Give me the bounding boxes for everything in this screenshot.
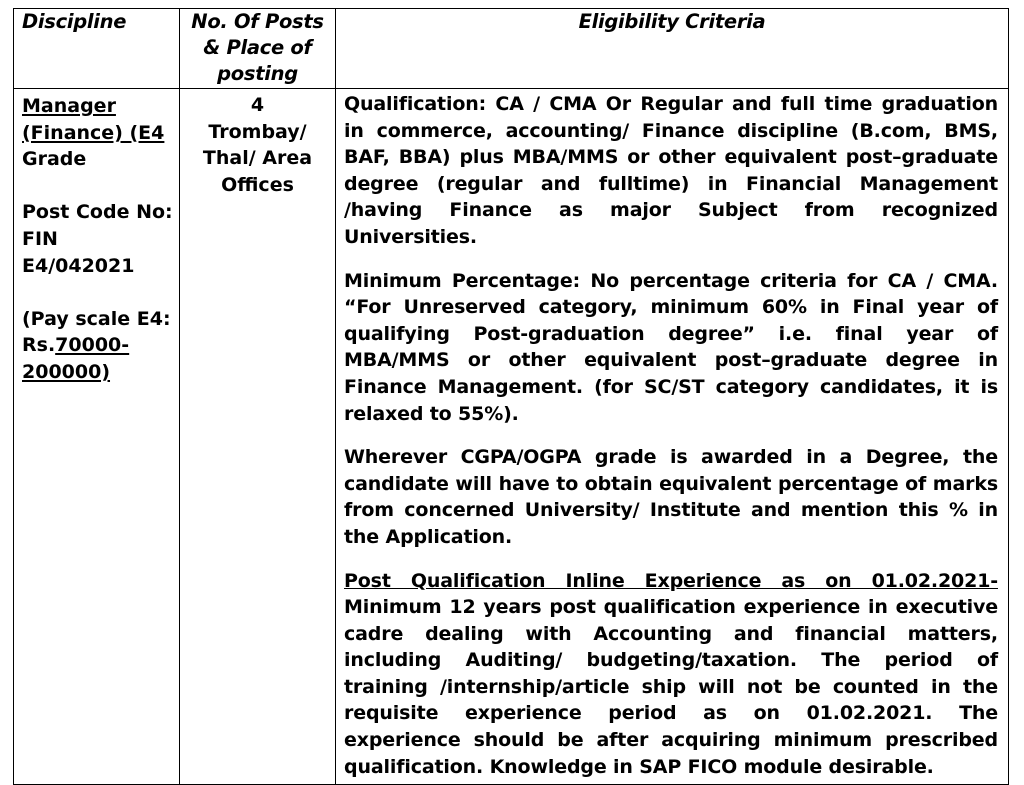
- table-row: [14, 89, 1009, 785]
- cgpa-text: Wherever CGPA/OGPA grade is awarded in a Degree, the candidate will have to obtain equivalent percentage of marks from concerned University/ Institute and mention this % in the Application.: [344, 446, 998, 548]
- qualification-text: Qualification: CA / CMA Or Regular and full time graduation in commerce, accounting/ Finance discipline (B.com, BMS, BAF, BBA) plus MBA/MMS or other equivalent post–graduate degree (regular and fulltime) in Financial Management /having Finance as major Subject from recognized Universities.: [344, 93, 998, 248]
- experience-heading: Post Qualification Inline Experience as on 01.02.2021-: [344, 569, 998, 592]
- posting-place: Offices: [221, 173, 294, 196]
- min-percentage-text: Minimum Percentage: No percentage criteria for CA / CMA. “For Unreserved category, minimum 60% in Final year of qualifying Post-graduation degree” i.e. final year of MBA/MMS or other equivalent post–graduate degree in Finance Management. (for SC/ST category candidates, it is relaxed to 55%).: [344, 269, 998, 425]
- header-row: [14, 9, 1009, 89]
- posts-cell: [180, 89, 336, 785]
- header-discipline: Discipline: [14, 9, 180, 89]
- posting-place: Trombay/: [208, 120, 307, 143]
- post-code: Post Code No: FIN E4/042021: [22, 201, 173, 277]
- posting-place: Thal/ Area: [202, 147, 313, 170]
- header-posts-line: posting: [217, 62, 298, 85]
- header-posts: [180, 9, 336, 89]
- header-posts-line: No. Of Posts: [191, 10, 324, 33]
- experience-body: Minimum 12 years post qualification experience in executive cadre dealing with Accounting and financial matters, including Auditing/ budgeting/taxation. The period of training /internship/article ship will not be counted in the requisite experience period as on 01.02.2021. The experience should be after acquiring minimum prescribed qualification. Knowledge in SAP FICO module desirable.: [344, 596, 998, 778]
- header-posts-line: & Place of: [203, 36, 312, 59]
- criteria-cell: [336, 89, 1009, 785]
- experience-section: [344, 568, 998, 781]
- pay-scale: (Pay scale E4: Rs.70000- 200000): [22, 307, 171, 383]
- eligibility-table: [13, 8, 1009, 785]
- discipline-cell: [14, 89, 180, 785]
- posts-count: 4: [250, 94, 265, 116]
- post-title: Manager (Finance) (E4 Grade: [22, 95, 165, 171]
- header-criteria: Eligibility Criteria: [336, 9, 1009, 89]
